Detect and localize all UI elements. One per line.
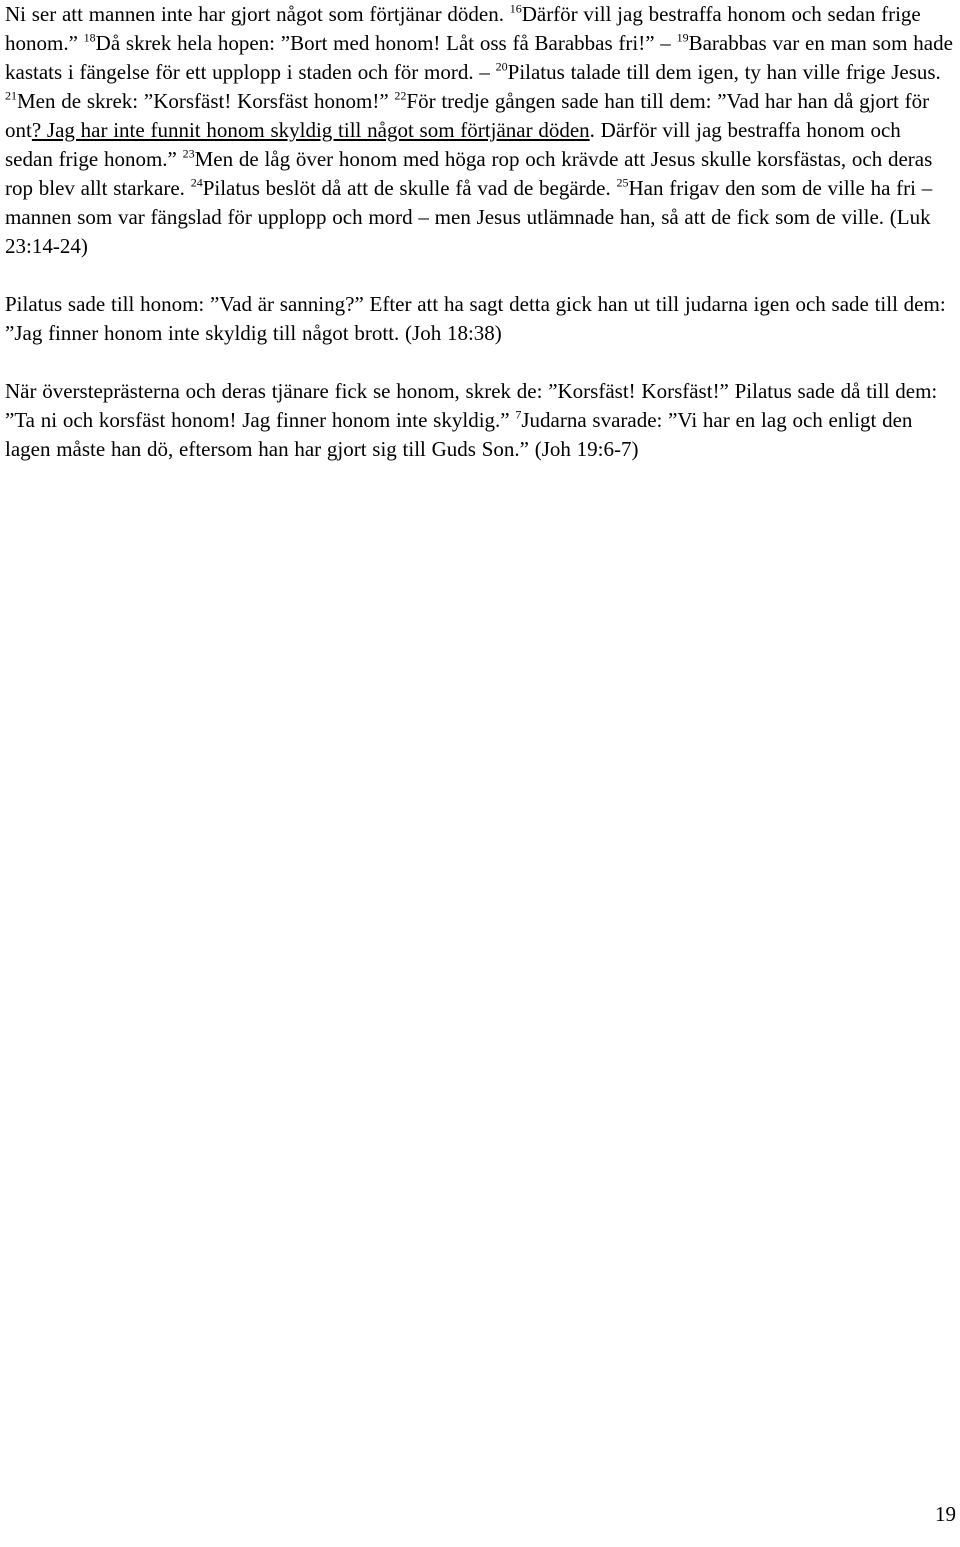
verse-number: 7 <box>515 407 522 422</box>
paragraph-john-18 <box>5 290 953 348</box>
paragraph-luke-passage <box>5 0 953 261</box>
verse-number: 22 <box>394 88 407 103</box>
text-segment: Pilatus beslöt då att de skulle få vad de begärde. <box>202 176 617 200</box>
text-segment: När översteprästerna och deras tjänare fick se honom, skrek de: ”Korsfäst! Korsfäst!” Pilatus sade då till dem: ”Ta ni och korsfäst honom! Jag finner honom inte skyldig.” <box>5 379 938 432</box>
document-page <box>5 0 953 464</box>
text-segment: Judarna svarade: ”Vi har en lag och enligt den lagen måste han dö, eftersom han har gjort sig till Guds Son.” (Joh 19:6-7) <box>5 408 913 461</box>
text-segment: För tredje gången sade han till dem: ”Vad har han då gjort för ont <box>5 89 930 142</box>
verse-number: 16 <box>509 1 522 16</box>
verse-number: 18 <box>83 30 96 45</box>
underlined-text-segment: ? Jag har inte funnit honom skyldig till något som förtjänar döden <box>31 118 590 142</box>
text-segment: Pilatus sade till honom: ”Vad är sanning?” Efter att ha sagt detta gick han ut till judarna igen och sade till dem: ”Jag finner honom inte skyldig till något brott. (Joh 18:38) <box>5 292 946 345</box>
verse-number: 20 <box>495 59 508 74</box>
verse-number: 24 <box>190 175 203 190</box>
text-segment: Men de skrek: ”Korsfäst! Korsfäst honom!” <box>17 89 395 113</box>
text-segment: Därför vill jag bestraffa honom och sedan frige honom.” <box>5 2 921 55</box>
verse-number: 25 <box>616 175 629 190</box>
verse-number: 21 <box>5 88 17 103</box>
page-number: 19 <box>935 1502 956 1526</box>
text-segment: Ni ser att mannen inte har gjort något som förtjänar döden. <box>5 2 510 26</box>
text-segment: Barabbas var en man som hade kastats i fängelse för ett upplopp i staden och för mord. – <box>5 31 953 84</box>
verse-number: 19 <box>676 30 689 45</box>
text-segment: Han frigav den som de ville ha fri – mannen som var fängslad för upplopp och mord – men Jesus utlämnade han, så att de fick som de ville. (Luk 23:14-24) <box>5 176 933 258</box>
verse-number: 23 <box>182 146 195 161</box>
text-segment: . Därför vill jag bestraffa honom och sedan frige honom.” <box>5 118 901 171</box>
text-segment: Men de låg över honom med höga rop och krävde att Jesus skulle korsfästas, och deras rop blev allt starkare. <box>5 147 933 200</box>
text-segment: Då skrek hela hopen: ”Bort med honom! Låt oss få Barabbas fri!” – <box>95 31 677 55</box>
text-segment: Pilatus talade till dem igen, ty han ville frige Jesus. <box>507 60 941 84</box>
paragraph-john-19 <box>5 377 953 464</box>
